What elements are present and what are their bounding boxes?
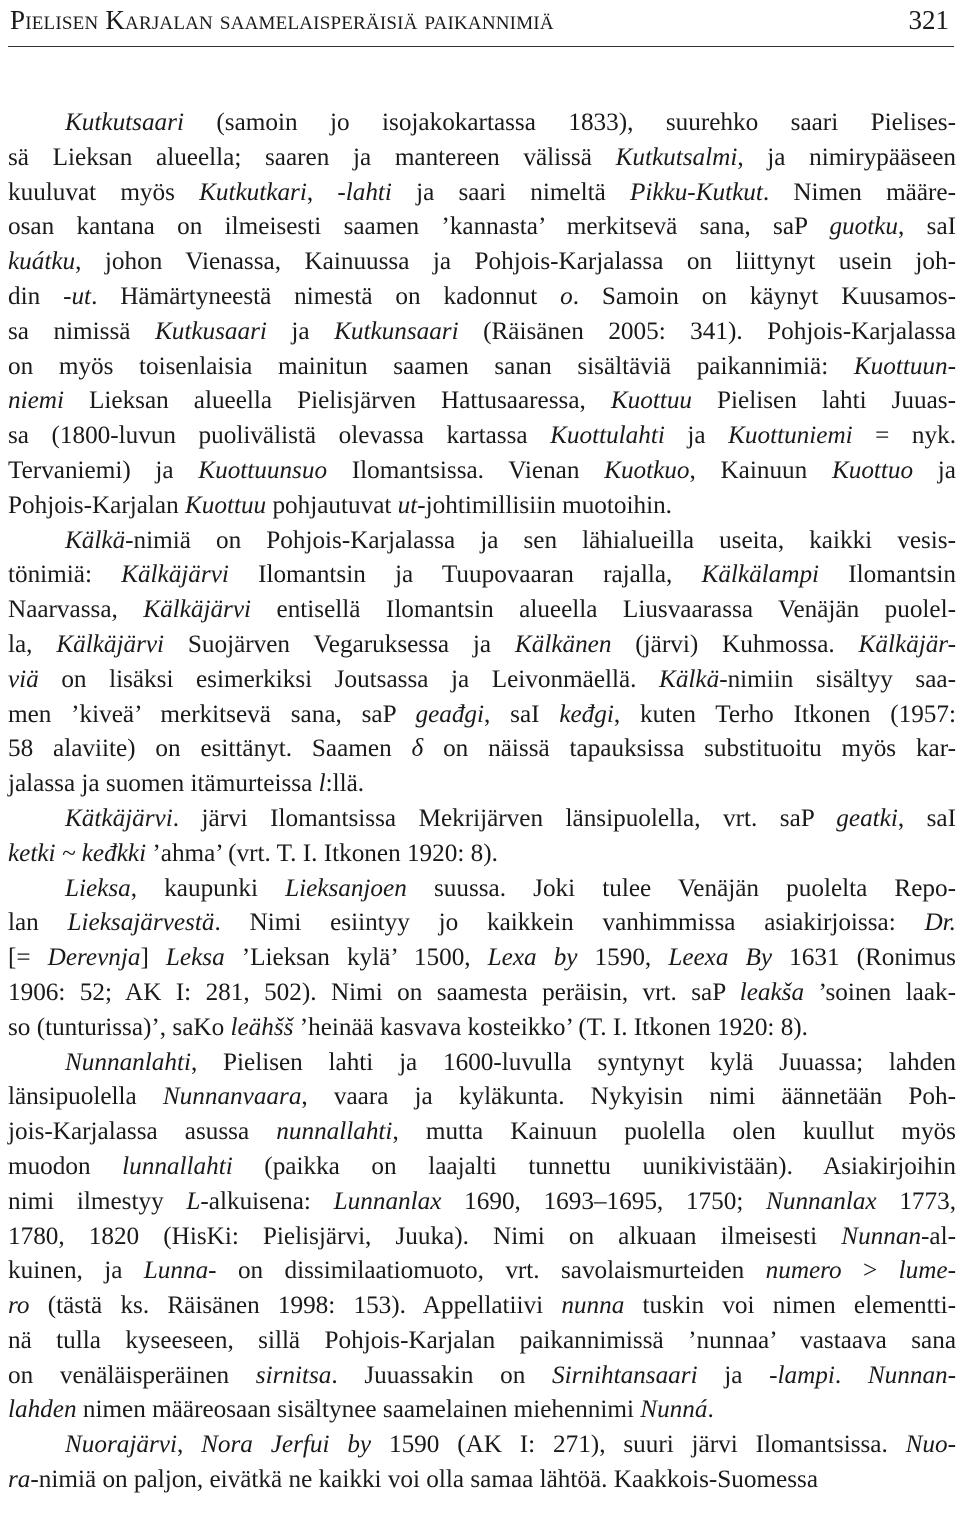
italic-term: Nunnanlax	[766, 1187, 877, 1215]
text-line	[8, 350, 956, 385]
italic-term: Kuottuunsuo	[198, 456, 328, 484]
text-line	[8, 558, 956, 593]
text-run: . Samoin on käynyt Kuusamos-	[572, 282, 956, 310]
italic-term: Dr.	[924, 909, 956, 937]
text-run: :llä.	[325, 770, 365, 798]
text-run: on myös toisenlaisia mainitun saamen sanan sisältäviä paikannimiä:	[8, 352, 854, 380]
italic-term: numero	[765, 1257, 842, 1285]
text-line	[8, 698, 956, 733]
text-line	[8, 872, 956, 907]
italic-term: nunnallahti	[276, 1118, 393, 1146]
text-line	[8, 1150, 956, 1185]
italic-term: Nunná	[640, 1396, 708, 1424]
text-line	[8, 837, 956, 872]
italic-term: geatki	[836, 804, 898, 832]
text-run: tuskin voi nimen elementti-	[624, 1292, 956, 1320]
italic-term: Lieksajärvestä	[67, 909, 215, 937]
text-run: ,	[898, 213, 927, 241]
italic-term: Lieksanjoen	[285, 874, 407, 902]
text-line	[8, 1359, 956, 1394]
text-run: nimi ilmestyy	[8, 1187, 187, 1215]
text-run: jalassa ja suomen itämurteissa	[8, 770, 319, 798]
text-run: , saI	[484, 700, 560, 728]
italic-term: Nunnanvaara	[162, 1083, 302, 1111]
paragraph-nuorajarvi	[8, 1428, 956, 1498]
text-run: ,	[306, 178, 338, 206]
text-run: (tästä ks. Räisänen 1998: 153). Appellatiivi	[29, 1292, 562, 1320]
italic-term: Kutkutsaari	[65, 109, 184, 136]
text-run: -nimiä on Pohjois-Karjalassa ja sen lähialueilla useita, kaikki vesis-	[125, 526, 956, 554]
italic-term: lahden	[8, 1396, 77, 1424]
text-run: . Hämärtyneestä nimestä on kadonnut	[91, 282, 561, 310]
text-line	[8, 976, 956, 1011]
text-run: Naarvassa,	[8, 596, 144, 624]
paragraph-kalka	[8, 524, 956, 802]
italic-term: niemi	[8, 387, 64, 415]
italic-term: leakša	[739, 978, 805, 1006]
text-run: . Nimi esiintyy jo kaikkein vanhimmissa asiakirjoissa:	[214, 909, 925, 937]
text-run: pohjautuvat	[266, 491, 398, 519]
italic-term: Kälkänen	[514, 630, 612, 658]
italic-term: o	[560, 282, 573, 310]
text-run: sa nimissä	[8, 317, 155, 345]
text-run: on näissä tapauksissa substituoitu myös kar-	[423, 735, 956, 763]
italic-term: Lieksa	[65, 874, 131, 902]
text-run: ja	[664, 422, 729, 450]
text-run: (järvi) Kuhmossa.	[611, 630, 859, 658]
text-run: . Nimen määre-	[762, 178, 956, 206]
italic-term: Kutkutsalmi	[615, 143, 738, 171]
text-run: , ja nimirypääseen	[737, 143, 956, 171]
italic-term: lume-	[898, 1257, 956, 1285]
text-run: ja saari nimeltä	[391, 178, 630, 206]
italic-term: Kuotkuo	[604, 456, 690, 484]
text-line	[8, 593, 956, 628]
text-run	[807, 213, 829, 240]
italic-term: Nunnan-	[867, 1361, 957, 1389]
text-run: nä tulla kyseeseen, sillä Pohjois-Karjalan paikannimissä ’nunnaa’ vastaava sana	[8, 1326, 956, 1354]
text-run: .	[707, 1396, 714, 1424]
italic-term: sirnitsa	[255, 1361, 332, 1389]
italic-term: ut	[397, 491, 418, 519]
text-run: -al-	[921, 1222, 956, 1250]
text-run: tönimiä:	[8, 561, 122, 589]
text-run: -johtimillisiin muotoihin.	[417, 491, 672, 519]
text-run: , johon Vienassa, Kainuussa ja Pohjois-Karjalassa on liittynyt usein joh-	[75, 248, 956, 276]
article-body	[8, 106, 956, 1498]
italic-term: keđgi	[559, 700, 614, 728]
italic-term: Pikku-Kutkut	[629, 178, 763, 206]
text-run: ’heinää kasvava kosteikko’ (T. I. Itkonen 1920: 8).	[293, 1013, 808, 1041]
text-line	[8, 210, 956, 245]
text-run: -alkuisena:	[200, 1187, 334, 1215]
text-run: 1773,	[876, 1187, 956, 1215]
text-line	[8, 106, 956, 141]
italic-term: Nora Jerfui by	[201, 1431, 372, 1459]
text-line	[8, 767, 956, 802]
text-run: on lisäksi esimerkiksi Joutsassa ja Leivonmäellä.	[38, 665, 660, 693]
text-line	[8, 141, 956, 176]
italic-term: Kuottuo	[831, 456, 914, 484]
text-run: 1590 (AK I: 271), suuri järvi Ilomantsissa.	[371, 1431, 906, 1459]
text-run: . järvi Ilomantsissa Mekrijärven länsipuolella, vrt. saP	[172, 804, 837, 832]
italic-term: -ut	[63, 282, 92, 310]
text-line	[8, 628, 956, 663]
text-line	[8, 384, 956, 419]
italic-term: geađgi	[415, 700, 485, 728]
text-line	[8, 1324, 956, 1359]
text-run: , vaara ja kyläkunta. Nykyisin nimi äännetään Poh-	[301, 1083, 956, 1111]
text-run: sa (1800-luvun puolivälistä olevassa kartassa	[8, 422, 551, 450]
text-run: Pielisen lahti Juuas-	[692, 387, 956, 415]
text-run: men ’kiveä’ merkitsevä sana, saP	[8, 700, 416, 728]
text-line	[8, 732, 956, 767]
text-run: kuuluvat myös	[8, 178, 200, 206]
text-run: , kaupunki	[130, 874, 286, 902]
italic-term: Nunnanlahti	[65, 1048, 191, 1076]
text-run: >	[841, 1257, 899, 1285]
italic-term: l	[318, 770, 326, 798]
text-run: saI	[926, 213, 957, 241]
italic-term: Kutkutkari	[199, 178, 307, 206]
italic-term: Kuottuniemi	[728, 422, 853, 450]
italic-term: Lexa by	[487, 944, 578, 972]
italic-term: -lampi	[769, 1361, 835, 1389]
text-run: 1631 (Ronimus	[772, 944, 956, 972]
text-run: muodon	[8, 1152, 123, 1180]
text-run: on venäläisperäinen	[8, 1361, 256, 1389]
text-line	[8, 1185, 956, 1220]
text-line	[8, 802, 956, 837]
text-line	[8, 1428, 956, 1463]
text-run: suussa. Joki tulee Venäjän puolelta Repo-	[406, 874, 956, 902]
italic-term: Nunnan	[841, 1222, 922, 1250]
italic-term: Kuottuu	[610, 387, 693, 415]
text-run: Ilomantsin ja Tuupovaaran rajalla,	[228, 561, 702, 589]
text-run: saP	[773, 213, 808, 241]
italic-term: Nuo-	[905, 1431, 956, 1459]
text-line	[8, 941, 956, 976]
italic-term: Kätkäjärvi	[65, 804, 173, 832]
italic-term: Leexa By	[668, 944, 773, 972]
text-run: osan kantana on ilmeisesti saamen ’kannasta’ merkitsevä sana,	[8, 213, 774, 241]
text-run: .	[834, 1361, 868, 1389]
text-line	[8, 1289, 956, 1324]
italic-term: viä	[8, 665, 39, 693]
text-run: din	[8, 282, 64, 310]
page-header	[0, 0, 960, 48]
text-run: kuinen, ja	[8, 1257, 144, 1285]
italic-term: Derevnja	[47, 944, 141, 972]
text-line	[8, 1080, 956, 1115]
text-line	[8, 906, 956, 941]
header-rule	[8, 46, 954, 47]
text-run: nimen määreosaan sisältynee saamelainen miehennimi	[76, 1396, 641, 1424]
text-run: (paikka on laajalti tunnettu uunikivistään). Asiakirjoihin	[232, 1152, 956, 1180]
text-line	[8, 1463, 956, 1498]
text-line	[8, 1220, 956, 1255]
italic-term: ketki ~ keđkki	[8, 839, 147, 867]
italic-term: ra	[8, 1466, 31, 1494]
page-number: 321	[908, 5, 949, 35]
text-line	[8, 1393, 956, 1428]
text-run: (samoin jo isojakokartassa 1833), suurehko saari Pielises-	[183, 109, 956, 136]
text-run: , Kainuun	[689, 456, 832, 484]
italic-term: δ	[411, 735, 424, 763]
running-title: Pielisen Karjalan saamelaisperäisiä paikannimiä	[10, 5, 554, 35]
text-run: [=	[8, 944, 48, 972]
italic-term: guotku	[829, 213, 898, 241]
text-line	[8, 1046, 956, 1081]
italic-term: Kuottulahti	[550, 422, 665, 450]
text-run: 58 alaviite) on esittänyt. Saamen	[8, 735, 412, 763]
text-run: ja	[266, 317, 335, 345]
text-line	[8, 663, 956, 698]
text-run: Ilomantsissa. Vienan	[327, 456, 605, 484]
italic-term: Nuorajärvi	[65, 1431, 177, 1459]
italic-term: Kälkä	[659, 665, 720, 693]
italic-term: Kälkäjärvi	[121, 561, 229, 589]
italic-term: Kälkäjärvi	[143, 596, 252, 624]
text-run: 1690, 1693–1695, 1750;	[441, 1187, 767, 1215]
text-run: Suojärven Vegaruksessa ja	[164, 630, 515, 658]
text-run: 1780, 1820 (HisKi: Pielisjärvi, Juuka). Nimi on alkuaan ilmeisesti	[8, 1222, 842, 1250]
italic-term: Kälkäjärvi	[56, 630, 165, 658]
italic-term: L	[186, 1187, 201, 1215]
text-line	[8, 524, 956, 559]
italic-term: -lahti	[337, 178, 392, 206]
text-run: . Juuassakin on	[331, 1361, 553, 1389]
text-run: on dissimilaatiomuoto, vrt. savolaismurteiden	[216, 1257, 766, 1285]
italic-term: Kuottuun-	[853, 352, 956, 380]
text-line	[8, 176, 956, 211]
italic-term: Sirnihtansaari	[552, 1361, 698, 1389]
italic-term: ro	[8, 1292, 30, 1320]
italic-term: Kälkä	[65, 526, 126, 554]
italic-term: lunnallahti	[122, 1152, 233, 1180]
italic-term: nunna	[561, 1292, 625, 1320]
italic-term: Kutkunsaari	[334, 317, 459, 345]
text-run: , kuten Terho Itkonen (1957:	[613, 700, 956, 728]
text-run: Tervaniemi) ja	[8, 456, 199, 484]
text-run: -nimiä on paljon, eivätkä ne kaikki voi olla samaa lähtöä. Kaakkois-Suomessa	[30, 1466, 819, 1494]
text-line	[8, 489, 956, 524]
text-run: entisellä Ilomantsin alueella Liusvaarassa Venäjän puolel-	[251, 596, 956, 624]
text-line	[8, 1254, 956, 1289]
text-run: 1906: 52; AK I: 281, 502). Nimi on saamesta peräisin, vrt. saP	[8, 978, 740, 1006]
text-run: lan	[8, 909, 68, 937]
text-line	[8, 1011, 956, 1046]
text-run: = nyk.	[852, 422, 956, 450]
text-run: , Pielisen lahti ja 1600-luvulla syntynyt kylä Juuassa; lahden	[190, 1048, 956, 1076]
text-run: (Räisänen 2005: 341). Pohjois-Karjalassa	[458, 317, 956, 345]
text-run: ’soinen laak-	[804, 978, 956, 1006]
text-line	[8, 245, 956, 280]
italic-term: leähšš	[230, 1013, 294, 1041]
text-line	[8, 454, 956, 489]
paragraph-kutkutsaari	[8, 106, 956, 524]
italic-term: Kuottuu	[184, 491, 267, 519]
text-run: -nimiin sisältyy saa-	[719, 665, 956, 693]
italic-term: Kutkusaari	[154, 317, 267, 345]
text-run: , saI	[897, 804, 956, 832]
italic-term: Kälkälampi	[701, 561, 820, 589]
text-run: ]	[140, 944, 166, 972]
paragraph-katkajarvi	[8, 802, 956, 872]
italic-term: Leksa	[165, 944, 225, 972]
text-run: so (tunturissa)’, saKo	[8, 1013, 231, 1041]
text-line	[8, 1115, 956, 1150]
text-line	[8, 419, 956, 454]
text-run: Ilomantsin	[819, 561, 956, 589]
text-run: , mutta Kainuun puolella olen kuullut myös	[392, 1118, 956, 1146]
text-run: jois-Karjalassa asussa	[8, 1118, 277, 1146]
italic-term: Kälkäjär-	[858, 630, 956, 658]
text-run: ja	[697, 1361, 770, 1389]
text-run: ’ahma’ (vrt. T. I. Itkonen 1920: 8).	[146, 839, 498, 867]
text-run: Lieksan alueella Pielisjärven Hattusaaressa,	[63, 387, 611, 415]
italic-term: Lunnanlax	[333, 1187, 442, 1215]
text-line	[8, 280, 956, 315]
italic-term: Lunna-	[143, 1257, 217, 1285]
text-run: ,	[176, 1431, 202, 1459]
text-line	[8, 315, 956, 350]
text-run: ’Lieksan kylä’ 1500,	[224, 944, 488, 972]
text-run: länsipuolella	[8, 1083, 163, 1111]
text-run: Pohjois-Karjalan	[8, 491, 185, 519]
text-run: sä Lieksan alueella; saaren ja mantereen välissä	[8, 143, 616, 171]
text-run: 1590,	[577, 944, 669, 972]
italic-term: kuátku	[8, 248, 76, 276]
text-run: ja	[913, 456, 956, 484]
text-run: la,	[8, 630, 57, 658]
paragraph-nunnanlahti	[8, 1046, 956, 1429]
paragraph-lieksa	[8, 872, 956, 1046]
